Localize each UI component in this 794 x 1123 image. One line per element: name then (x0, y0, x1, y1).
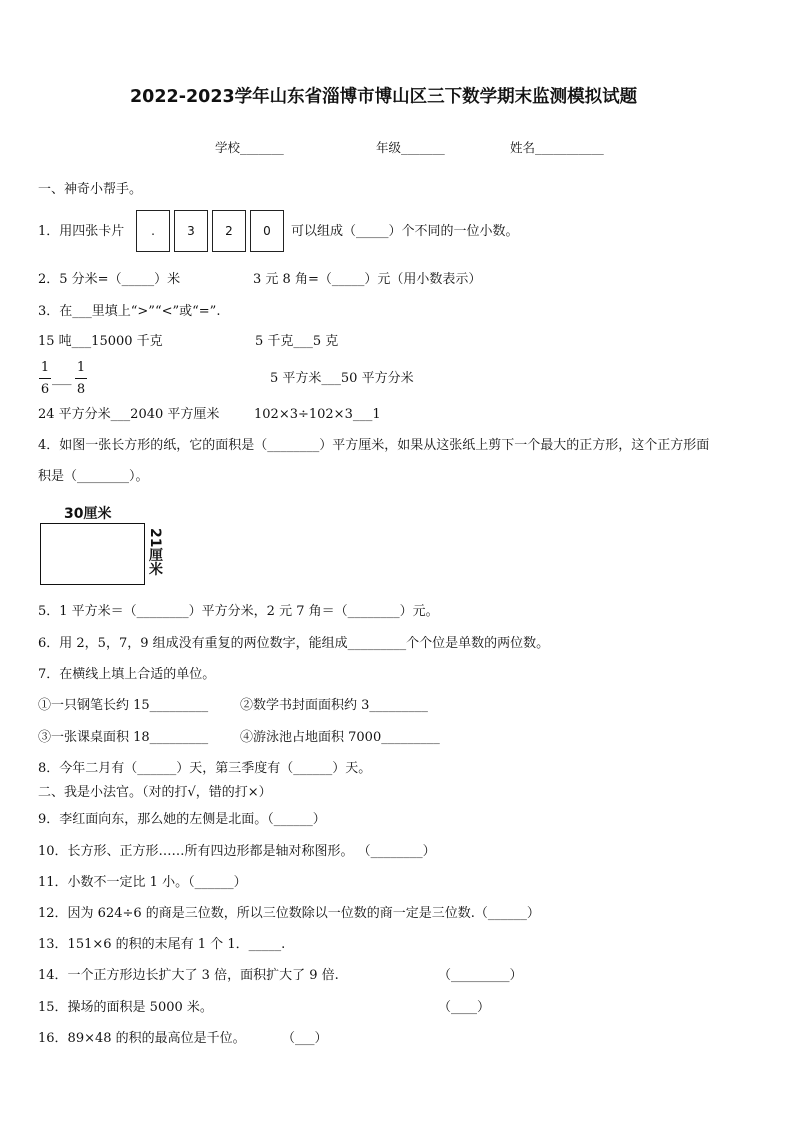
q11: 11．小数不一定比 1 小。（______） (38, 875, 247, 890)
card-3: 2 (212, 210, 246, 252)
q7-item-3: ③一张课桌面积 18_________ (38, 730, 209, 745)
q2-part-b: 3 元 8 角=（_____）元（用小数表示） (253, 272, 482, 287)
rectangle-figure (40, 523, 145, 585)
card-4: 0 (250, 210, 284, 252)
rect-width-label: 30厘米 (64, 506, 112, 522)
q1-prefix: 1．用四张卡片 (38, 224, 125, 239)
q1-suffix: 可以组成（_____）个不同的一位小数。 (291, 224, 519, 239)
card-2: 3 (174, 210, 208, 252)
fraction-1-denominator: 6 (40, 382, 50, 397)
q15-answer-blank: （____） (438, 1000, 491, 1015)
fraction-2-denominator: 8 (76, 382, 86, 397)
q4-line1: 4．如图一张长方形的纸，它的面积是（________）平方厘米，如果从这张纸上剪下一个最大的正方形，这个正方形面 (38, 438, 710, 453)
q10: 10．长方形、正方形……所有四边形都是轴对称图形。 （________） (38, 844, 436, 859)
fraction-one-eighth (75, 361, 87, 396)
q3-row3-b: 102×3÷102×3___1 (254, 407, 381, 422)
grade-field: 年级_______ (376, 140, 445, 155)
q15-text: 15．操场的面积是 5000 米。 (38, 1000, 213, 1015)
rect-height-label: 21厘米 (147, 528, 163, 576)
q6: 6．用 2，5，7，9 组成没有重复的两位数字，能组成_________个个位是单数的两位数。 (38, 636, 550, 651)
page-title: 2022-2023学年山东省淄博市博山区三下数学期末监测模拟试题 (130, 87, 638, 107)
q14-text: 14．一个正方形边长扩大了 3 倍，面积扩大了 9 倍. (38, 968, 339, 983)
section-1-heading: 一、神奇小帮手。 (38, 182, 143, 197)
q7-item-2: ②数学书封面面积约 3_________ (240, 698, 428, 713)
q7-item-4: ④游泳池占地面积 7000_________ (240, 730, 440, 745)
fraction-1-numerator: 1 (39, 361, 51, 379)
fraction-compare-blank: ___ (52, 371, 72, 386)
card-1: . (136, 210, 170, 252)
name-field: 姓名___________ (510, 140, 604, 155)
q3-row1-a: 15 吨___15000 千克 (38, 334, 163, 349)
q7-item-1: ①一只钢笔长约 15_________ (38, 698, 209, 713)
section-2-heading: 二、我是小法官。（对的打√，错的打×） (38, 785, 272, 800)
q2-part-a: 2．5 分米=（_____）米 (38, 272, 181, 287)
q13: 13．151×6 的积的末尾有 1 个 1．_____. (38, 937, 286, 952)
q3-row1-b: 5 千克___5 克 (255, 334, 339, 349)
q12: 12．因为 624÷6 的商是三位数，所以三位数除以一位数的商一定是三位数.（______） (38, 906, 540, 921)
fraction-2-numerator: 1 (75, 361, 87, 379)
q16-answer-blank: （___） (282, 1031, 328, 1046)
q7-stem: 7．在横线上填上合适的单位。 (38, 667, 216, 682)
q3-row3-a: 24 平方分米___2040 平方厘米 (38, 407, 220, 422)
q9: 9．李红面向东，那么她的左侧是北面。（______） (38, 812, 326, 827)
q3-row2-b: 5 平方米___50 平方分米 (270, 371, 414, 386)
q8: 8．今年二月有（______）天，第三季度有（______）天。 (38, 761, 372, 776)
q16-text: 16．89×48 的积的最高位是千位。 (38, 1031, 246, 1046)
q5: 5．1 平方米＝（________）平方分米，2 元 7 角＝（________）元。 (38, 604, 439, 619)
q14-answer-blank: （_________） (438, 968, 523, 983)
q3-stem: 3．在___里填上“>”“<”或“=”. (38, 304, 221, 319)
q4-line2: 积是（________）。 (38, 469, 149, 484)
fraction-one-sixth (39, 361, 51, 396)
school-field: 学校_______ (215, 140, 284, 155)
